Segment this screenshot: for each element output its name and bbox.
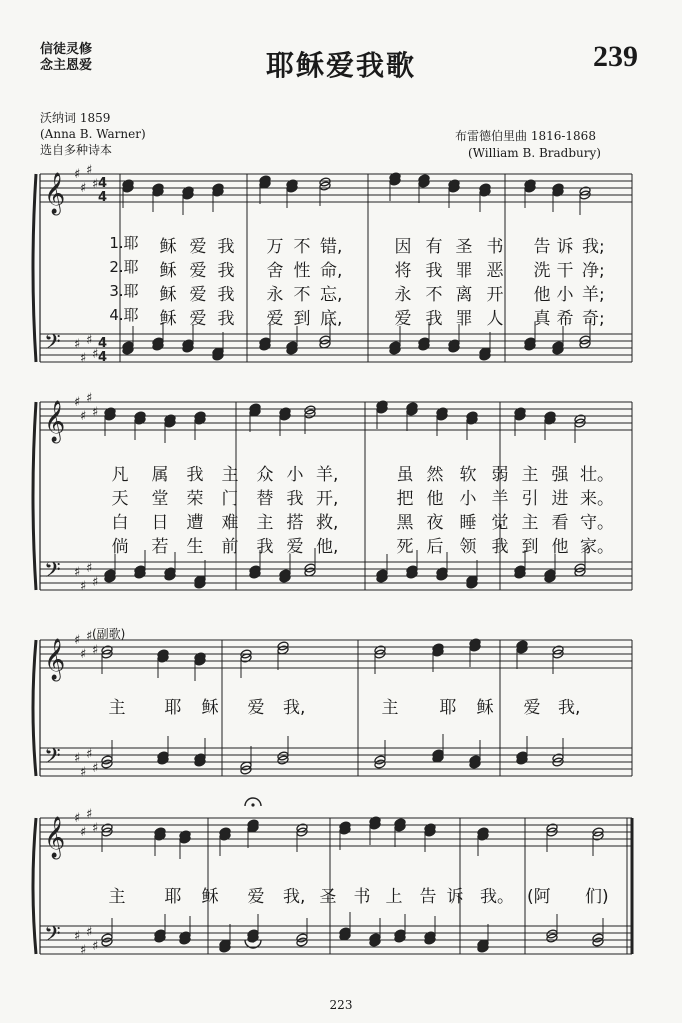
lyric-syllable: 爱 [189, 261, 207, 281]
lyric-syllable: 我, [283, 698, 306, 718]
time-signature-bottom: 4 [98, 190, 108, 205]
lyric-syllable: 书 [486, 237, 504, 257]
lyric-syllable: 主 [108, 887, 126, 907]
lyric-syllable: 觉 [491, 513, 509, 533]
lyric-syllable: 堂 [151, 489, 169, 509]
lyric-syllable: 引 [521, 489, 539, 509]
lyric-syllable: 倘 [111, 537, 129, 557]
lyric-syllable: 真 [533, 309, 551, 329]
lyric-syllable: 强 [551, 465, 569, 485]
lyricist-cn: 沃纳词 1859 [40, 111, 111, 125]
bass-clef: 𝄢 [44, 558, 61, 588]
category-label: 信徒灵修 [40, 42, 93, 57]
lyric-syllable: 离 [455, 285, 473, 305]
refrain-line [20, 882, 680, 907]
lyric-syllable: 永 [394, 285, 412, 305]
lyric-syllable: 把 [396, 489, 414, 509]
lyric-syllable: 虽 [396, 465, 414, 485]
lyric-syllable: 主 [521, 465, 539, 485]
lyric-syllable: 爱 [394, 309, 412, 329]
fermata-dot [251, 939, 254, 942]
lyric-syllable: 他 [426, 489, 444, 509]
lyric-syllable: 我。 [480, 887, 514, 907]
lyric-syllable: 上 [385, 887, 403, 907]
lyric-syllable: 小 [556, 285, 574, 305]
lyric-syllable: 门 [221, 489, 239, 509]
lyric-syllable: 日 [151, 513, 169, 533]
lyric-syllable: 稣 [159, 309, 177, 329]
lyric-syllable: 不 [425, 285, 443, 305]
lyric-syllable: 稣 [201, 698, 219, 718]
sharp-sign: ♯ [80, 409, 87, 424]
sharp-sign: ♯ [92, 761, 99, 776]
lyric-syllable: 我 [217, 309, 235, 329]
lyric-syllable: 稣 [201, 887, 219, 907]
lyric-syllable: 命, [320, 261, 343, 281]
lyrics-source: 选自多种诗本 [40, 143, 113, 157]
lyric-syllable: 主 [381, 698, 399, 718]
lyric-syllable: 爱 [189, 237, 207, 257]
lyric-syllable: 我 [425, 309, 443, 329]
lyric-syllable: 奇; [582, 309, 605, 329]
bass-clef: 𝄢 [44, 744, 61, 774]
lyric-syllable: 我 [286, 489, 304, 509]
lyric-syllable: 我 [186, 465, 204, 485]
sharp-sign: ♯ [80, 647, 87, 662]
refrain-line [20, 693, 680, 718]
lyric-syllable: 遭 [186, 513, 204, 533]
lyric-syllable: 人 [486, 309, 504, 329]
lyric-syllable: 不 [293, 285, 311, 305]
lyric-syllable: 爱 [247, 698, 265, 718]
lyric-syllable: 主 [521, 513, 539, 533]
lyric-syllable: 因 [394, 237, 412, 257]
sharp-sign: ♯ [80, 579, 87, 594]
lyric-syllable: 领 [459, 537, 477, 557]
sharp-sign: ♯ [92, 347, 99, 362]
sharp-sign: ♯ [80, 825, 87, 840]
verse-line [20, 508, 680, 533]
sharp-sign: ♯ [92, 405, 99, 420]
lyric-syllable: 开, [316, 489, 339, 509]
composer-en: (William B. Bradbury) [468, 146, 601, 160]
sharp-sign: ♯ [74, 633, 81, 648]
verse-line [20, 304, 680, 329]
time-signature-top: 4 [98, 336, 108, 351]
sharp-sign: ♯ [74, 751, 81, 766]
treble-clef: 𝄞 [44, 639, 66, 680]
lyric-syllable: 主 [108, 698, 126, 718]
lyric-syllable: 我 [425, 261, 443, 281]
lyric-syllable: 我; [582, 237, 605, 257]
lyric-syllable: 然 [426, 465, 444, 485]
lyric-syllable: 黑 [396, 513, 414, 533]
fermata-dot [251, 803, 254, 806]
lyric-syllable: 圣 [455, 237, 473, 257]
lyric-syllable: 爱 [266, 309, 284, 329]
lyric-syllable: 2.耶 [109, 258, 139, 276]
lyric-syllable: 羊; [582, 285, 605, 305]
lyric-syllable: 万 [266, 237, 284, 257]
lyric-syllable: 耶 [439, 698, 457, 718]
lyric-syllable: 们) [585, 887, 609, 907]
sharp-sign: ♯ [74, 167, 81, 182]
sharp-sign: ♯ [80, 765, 87, 780]
time-signature-top: 4 [98, 176, 108, 191]
lyric-syllable: 主 [256, 513, 274, 533]
page-number: 223 [329, 998, 353, 1012]
refrain-label: (副歌) [92, 627, 126, 641]
treble-clef: 𝄞 [44, 401, 66, 442]
lyric-syllable: 我, [558, 698, 581, 718]
lyric-syllable: 弱 [491, 465, 509, 485]
lyric-syllable: 夜 [426, 513, 444, 533]
sharp-sign: ♯ [92, 177, 99, 192]
lyric-syllable: 将 [394, 261, 412, 281]
sharp-sign: ♯ [92, 821, 99, 836]
lyric-syllable: 我 [217, 237, 235, 257]
lyric-syllable: 到 [293, 309, 311, 329]
lyric-syllable: 我, [283, 887, 306, 907]
lyric-syllable: 后 [426, 537, 444, 557]
lyric-syllable: 到 [521, 537, 539, 557]
category-subtitle: 念主恩爱 [40, 58, 93, 73]
lyric-syllable: 荣 [186, 489, 204, 509]
lyric-syllable: 他, [316, 537, 339, 557]
lyric-syllable: 生 [186, 537, 204, 557]
hymn-title: 耶稣爱我歌 [265, 49, 416, 82]
lyric-syllable: 众 [256, 465, 274, 485]
lyric-syllable: 若 [151, 537, 169, 557]
lyric-syllable: 爱 [286, 537, 304, 557]
lyric-syllable: 爱 [189, 309, 207, 329]
treble-clef: 𝄞 [44, 817, 66, 858]
lyric-syllable: 净; [582, 261, 605, 281]
sharp-sign: ♯ [86, 391, 93, 406]
lyric-syllable: 软 [459, 465, 477, 485]
sharp-sign: ♯ [92, 575, 99, 590]
sharp-sign: ♯ [86, 163, 93, 178]
lyric-syllable: 错, [320, 237, 343, 257]
lyric-syllable: 爱 [247, 887, 265, 907]
lyric-syllable: 1.耶 [109, 234, 139, 252]
lyric-syllable: 耶 [164, 698, 182, 718]
bass-clef: 𝄢 [44, 922, 61, 952]
sharp-sign: ♯ [74, 929, 81, 944]
lyric-syllable: 我 [217, 285, 235, 305]
lyric-syllable: (阿 [527, 887, 551, 907]
lyric-syllable: 罪 [455, 309, 473, 329]
verse-line [20, 460, 680, 485]
sharp-sign: ♯ [86, 629, 93, 644]
lyricist-en: (Anna B. Warner) [40, 127, 146, 141]
lyric-syllable: 家。 [580, 537, 614, 557]
lyric-syllable: 书 [353, 887, 371, 907]
lyric-syllable: 小 [286, 465, 304, 485]
lyric-syllable: 性 [293, 261, 311, 281]
lyric-syllable: 爱 [189, 285, 207, 305]
sharp-sign: ♯ [86, 333, 93, 348]
lyric-syllable: 诉 [556, 237, 574, 257]
lyric-syllable: 他 [533, 285, 551, 305]
sharp-sign: ♯ [74, 395, 81, 410]
verse-line [20, 280, 680, 305]
lyric-syllable: 罪 [455, 261, 473, 281]
lyric-syllable: 守。 [580, 513, 614, 533]
lyric-syllable: 告 [419, 887, 437, 907]
lyric-syllable: 凡 [111, 465, 129, 485]
lyric-syllable: 我 [217, 261, 235, 281]
lyric-syllable: 忘, [320, 285, 343, 305]
lyric-syllable: 看 [551, 513, 569, 533]
lyric-syllable: 稣 [476, 698, 494, 718]
lyric-syllable: 前 [221, 537, 239, 557]
bass-clef: 𝄢 [44, 330, 61, 360]
sharp-sign: ♯ [92, 643, 99, 658]
verse-line [20, 484, 680, 509]
lyric-syllable: 稣 [159, 261, 177, 281]
lyric-syllable: 睡 [459, 513, 477, 533]
lyric-syllable: 救, [316, 513, 339, 533]
lyric-syllable: 属 [151, 465, 169, 485]
lyric-syllable: 进 [551, 489, 569, 509]
sharp-sign: ♯ [92, 939, 99, 954]
lyric-syllable: 舍 [266, 261, 284, 281]
lyric-syllable: 开 [486, 285, 504, 305]
sharp-sign: ♯ [86, 807, 93, 822]
lyric-syllable: 来。 [580, 489, 614, 509]
lyric-syllable: 永 [266, 285, 284, 305]
sharp-sign: ♯ [74, 337, 81, 352]
lyric-syllable: 羊, [316, 465, 339, 485]
lyric-syllable: 死 [396, 537, 414, 557]
lyric-syllable: 恶 [486, 261, 504, 281]
verse-line [20, 532, 680, 557]
sharp-sign: ♯ [80, 181, 87, 196]
lyric-syllable: 白 [111, 513, 129, 533]
lyric-syllable: 稣 [159, 237, 177, 257]
lyric-syllable: 替 [256, 489, 274, 509]
lyric-syllable: 他 [551, 537, 569, 557]
sharp-sign: ♯ [74, 565, 81, 580]
verse-line [20, 232, 680, 257]
lyric-syllable: 干 [556, 261, 574, 281]
composer-cn: 布雷德伯里曲 1816-1868 [455, 129, 596, 143]
lyric-syllable: 爱 [523, 698, 541, 718]
lyric-syllable: 告 [533, 237, 551, 257]
lyric-syllable: 洗 [533, 261, 551, 281]
lyric-syllable: 天 [111, 489, 129, 509]
lyric-syllable: 诉 [446, 887, 464, 907]
lyric-syllable: 搭 [286, 513, 304, 533]
lyric-syllable: 主 [221, 465, 239, 485]
lyric-syllable: 稣 [159, 285, 177, 305]
verse-line [20, 256, 680, 281]
lyric-syllable: 难 [221, 513, 239, 533]
sharp-sign: ♯ [86, 747, 93, 762]
sharp-sign: ♯ [86, 561, 93, 576]
lyric-syllable: 小 [459, 489, 477, 509]
lyric-syllable: 我 [256, 537, 274, 557]
lyric-syllable: 我 [491, 537, 509, 557]
lyric-syllable: 壮。 [580, 465, 614, 485]
lyric-syllable: 圣 [319, 887, 337, 907]
lyric-syllable: 不 [293, 237, 311, 257]
sharp-sign: ♯ [86, 925, 93, 940]
lyric-syllable: 底, [320, 309, 343, 329]
lyric-syllable: 3.耶 [109, 282, 139, 300]
time-signature-bottom: 4 [98, 350, 108, 365]
treble-clef: 𝄞 [44, 173, 66, 214]
sharp-sign: ♯ [80, 351, 87, 366]
lyric-syllable: 有 [425, 237, 443, 257]
lyric-syllable: 4.耶 [109, 306, 139, 324]
lyric-syllable: 希 [556, 309, 574, 329]
lyric-syllable: 耶 [164, 887, 182, 907]
sharp-sign: ♯ [74, 811, 81, 826]
hymn-number: 239 [593, 40, 638, 73]
lyric-syllable: 羊 [491, 489, 509, 509]
sharp-sign: ♯ [80, 943, 87, 958]
